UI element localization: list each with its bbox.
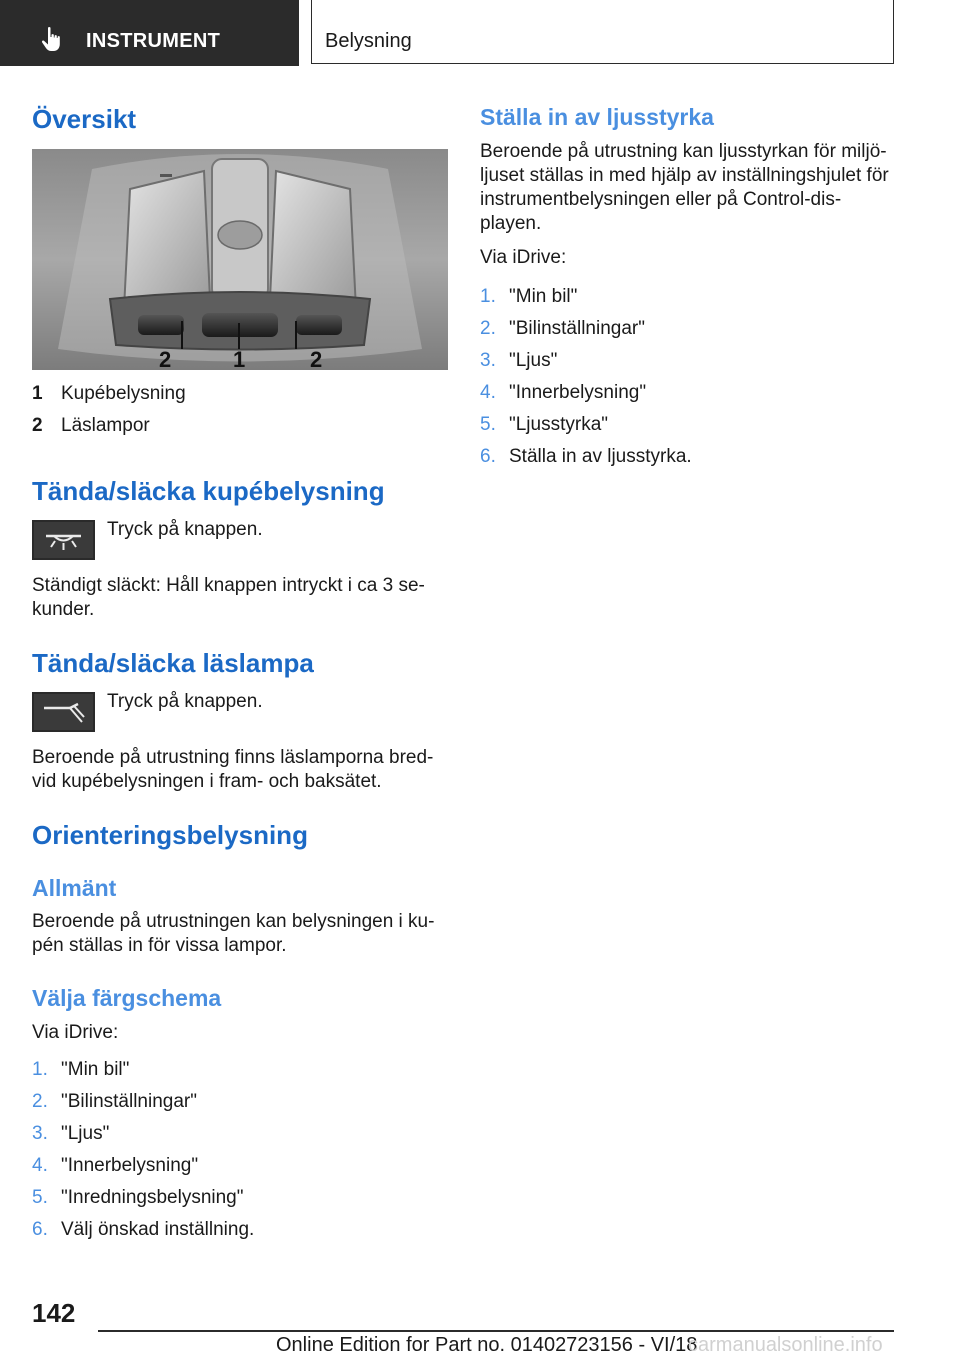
callout-label: 2 xyxy=(159,347,172,370)
brightness-heading: Ställa in av ljusstyrka xyxy=(480,104,714,130)
interior-light-button-icon xyxy=(32,520,95,560)
general-heading: Allmänt xyxy=(32,875,117,901)
subsection-tab xyxy=(311,0,894,64)
interior-instruction: Tryck på knappen. xyxy=(107,519,263,540)
callout-label: 2 xyxy=(310,347,323,370)
section-tab xyxy=(0,0,299,66)
ambient-light-heading: Orienteringsbelysning xyxy=(32,820,308,850)
footer-divider xyxy=(98,1330,894,1332)
interior-note: Ständigt släckt: Håll knappen intryckt i ca 3 se-kunder. xyxy=(32,575,425,620)
ceiling-light-panel-photo xyxy=(32,149,448,370)
edition-text: Online Edition for Part no. 01402723156 - VI/18 xyxy=(276,1334,698,1356)
hand-pointer-icon xyxy=(40,26,64,52)
brightness-text: Beroende på utrustning kan ljusstyrkan för miljö-ljuset ställas in med hjälp av inställningshjulet för instrumentbelysningen eller på Control-dis-playen. xyxy=(480,141,889,234)
interior-light-heading: Tända/släcka kupébelysning xyxy=(32,476,385,506)
general-text: Beroende på utrustningen kan belysningen i ku-pén ställas in för vissa lampor. xyxy=(32,911,435,956)
reading-note: Beroende på utrustning finns läslamporna bred-vid kupébelysningen i fram- och baksätet. xyxy=(32,747,434,792)
via-idrive-text: Via iDrive: xyxy=(480,247,567,268)
watermark: carmanualsonline.info xyxy=(688,1334,883,1356)
page-number: 142 xyxy=(32,1298,76,1328)
via-idrive-text: Via iDrive: xyxy=(32,1022,119,1043)
callout-label: 1 xyxy=(233,347,246,370)
subsection-title: Belysning xyxy=(325,30,412,52)
reading-instruction: Tryck på knappen. xyxy=(107,691,263,712)
reading-light-heading: Tända/släcka läslampa xyxy=(32,648,314,678)
color-scheme-heading: Välja färgschema xyxy=(32,985,222,1011)
section-title: INSTRUMENT xyxy=(86,30,221,52)
overview-heading: Översikt xyxy=(32,104,137,134)
reading-light-button-icon xyxy=(32,692,95,732)
